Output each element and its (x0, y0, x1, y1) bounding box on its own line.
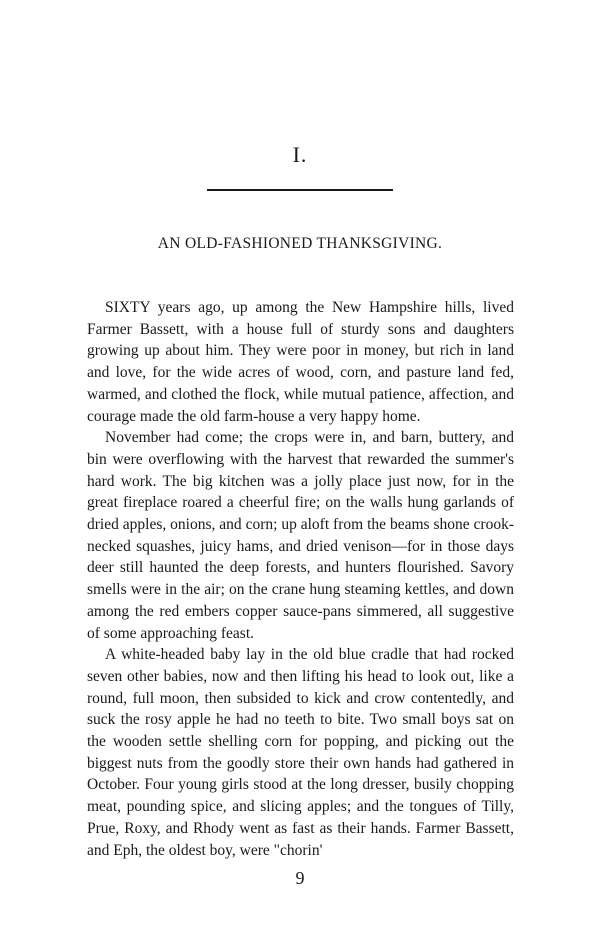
chapter-number: I. (292, 142, 308, 167)
page-number: 9 (295, 868, 305, 888)
chapter-title: AN OLD-FASHIONED THANKSGIVING. (157, 235, 443, 252)
paragraph-1: SIXTY years ago, up among the New Hampshire hills, lived Farmer Bassett, with a house full of sturdy sons and daughters growing up about him. They were poor in money, but rich in land and love, for the wide acres of wood, corn, and pasture land fed, warmed, and clothed the flock, while mutual patience, affection, and courage made the old farm-house a very happy home. (87, 299, 514, 425)
paragraph-2: November had come; the crops were in, and barn, buttery, and bin were overflowing with the harvest that rewarded the summer's hard work. The big kitchen was a jolly place just now, for in the great fireplace roared a cheerful fire; on the walls hung garlands of dried apples, onions, and corn; up aloft from the beams shone crook-necked squashes, juicy hams, and dried venison—for in those days deer still haunted the deep forests, and hunters flourished. Savory smells were in the air; on the crane hung steaming kettles, and down among the red embers copper sauce-pans simmered, all suggestive of some approaching feast. (87, 429, 514, 642)
paragraph-3: A white-headed baby lay in the old blue cradle that had rocked seven other babies, now and then lifting his head to look out, like a round, full moon, then subsided to kick and crow contentedly, and suck the rosy apple he had no teeth to bite. Two small boys sat on the wooden settle shelling corn for popping, and picking out the biggest nuts from the goodly store their own hands had gathered in October. Four young girls stood at the long dresser, busily chopping meat, pounding spice, and slicing apples; and the tongues of Tilly, Prue, Roxy, and Rhody went as fast as their hands. Farmer Bassett, and Eph, the oldest boy, were "chorin' (87, 646, 514, 859)
body-text (87, 297, 514, 861)
chapter-divider-rule (207, 189, 393, 191)
